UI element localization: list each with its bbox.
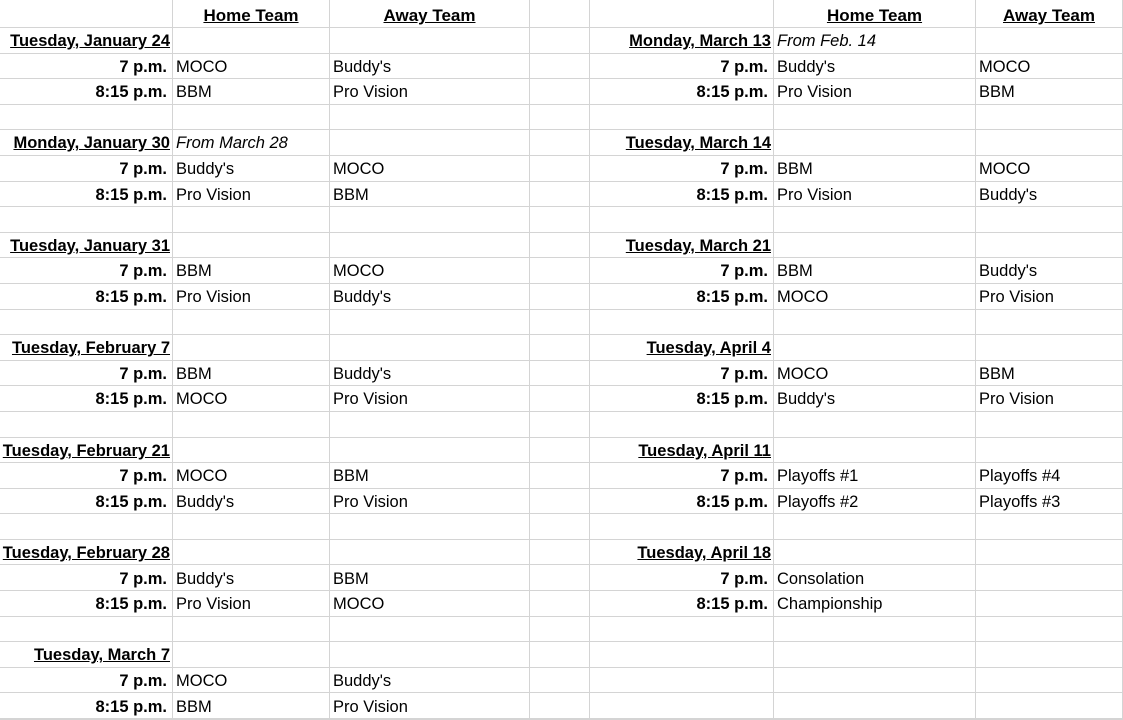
away-team-cell[interactable]: MOCO	[330, 591, 530, 617]
home-team-cell[interactable]: Playoffs #2	[774, 489, 976, 515]
cell[interactable]	[530, 105, 590, 131]
cell[interactable]	[774, 335, 976, 361]
away-team-cell[interactable]: BBM	[330, 565, 530, 591]
cell[interactable]	[590, 617, 774, 643]
match-date[interactable]: Tuesday, January 31	[0, 233, 173, 259]
game-time[interactable]: 8:15 p.m.	[590, 182, 774, 208]
match-date[interactable]: Monday, January 30	[0, 130, 173, 156]
away-team-cell[interactable]: BBM	[330, 182, 530, 208]
cell[interactable]	[530, 617, 590, 643]
match-date[interactable]: Tuesday, February 21	[0, 438, 173, 464]
game-time[interactable]: 8:15 p.m.	[0, 386, 173, 412]
cell[interactable]	[530, 489, 590, 515]
match-date[interactable]: Tuesday, April 18	[590, 540, 774, 566]
match-date[interactable]: Tuesday, April 11	[590, 438, 774, 464]
cell[interactable]	[530, 28, 590, 54]
cell[interactable]	[173, 310, 330, 336]
away-team-cell[interactable]: Playoffs #3	[976, 489, 1123, 515]
cell[interactable]	[530, 233, 590, 259]
cell[interactable]	[330, 412, 530, 438]
away-team-cell[interactable]: BBM	[330, 463, 530, 489]
cell[interactable]	[590, 642, 774, 668]
home-team-cell[interactable]: BBM	[173, 258, 330, 284]
away-team-cell[interactable]: Playoffs #4	[976, 463, 1123, 489]
cell[interactable]	[330, 617, 530, 643]
game-time[interactable]: 8:15 p.m.	[590, 79, 774, 105]
away-team-cell[interactable]: Buddy's	[330, 668, 530, 694]
cell[interactable]	[530, 335, 590, 361]
game-time[interactable]: 7 p.m.	[0, 156, 173, 182]
match-date[interactable]: Tuesday, March 21	[590, 233, 774, 259]
cell[interactable]	[976, 642, 1123, 668]
cell[interactable]	[530, 693, 590, 719]
cell[interactable]	[530, 668, 590, 694]
match-date[interactable]: Tuesday, March 14	[590, 130, 774, 156]
home-team-cell[interactable]: Pro Vision	[774, 182, 976, 208]
cell[interactable]	[330, 233, 530, 259]
home-team-cell[interactable]: Buddy's	[774, 54, 976, 80]
cell[interactable]	[774, 514, 976, 540]
match-date[interactable]: Monday, March 13	[590, 28, 774, 54]
cell[interactable]	[976, 438, 1123, 464]
cell[interactable]	[330, 130, 530, 156]
game-time[interactable]: 7 p.m.	[590, 258, 774, 284]
cell[interactable]	[530, 182, 590, 208]
cell[interactable]	[976, 591, 1123, 617]
cell[interactable]	[774, 668, 976, 694]
away-team-cell[interactable]: Buddy's	[330, 54, 530, 80]
away-team-cell[interactable]: BBM	[976, 361, 1123, 387]
cell[interactable]	[774, 233, 976, 259]
home-team-cell[interactable]: BBM	[173, 693, 330, 719]
home-team-cell[interactable]: Pro Vision	[173, 591, 330, 617]
reschedule-note[interactable]: From Feb. 14	[774, 28, 976, 54]
cell[interactable]	[530, 438, 590, 464]
home-team-cell[interactable]: Buddy's	[173, 489, 330, 515]
game-time[interactable]: 8:15 p.m.	[0, 79, 173, 105]
game-time[interactable]: 7 p.m.	[0, 668, 173, 694]
cell[interactable]	[774, 693, 976, 719]
cell[interactable]	[774, 105, 976, 131]
column-header-home-team[interactable]: Home Team	[774, 0, 976, 28]
cell[interactable]	[774, 130, 976, 156]
home-team-cell[interactable]: MOCO	[774, 284, 976, 310]
game-time[interactable]: 7 p.m.	[590, 361, 774, 387]
cell[interactable]	[976, 514, 1123, 540]
cell[interactable]	[530, 386, 590, 412]
cell[interactable]	[173, 642, 330, 668]
home-team-cell[interactable]: Consolation	[774, 565, 976, 591]
home-team-cell[interactable]: BBM	[774, 156, 976, 182]
home-team-cell[interactable]: MOCO	[173, 54, 330, 80]
home-team-cell[interactable]: Playoffs #1	[774, 463, 976, 489]
away-team-cell[interactable]: MOCO	[976, 54, 1123, 80]
cell[interactable]	[0, 0, 173, 28]
cell[interactable]	[173, 233, 330, 259]
cell[interactable]	[530, 565, 590, 591]
cell[interactable]	[774, 310, 976, 336]
game-time[interactable]: 8:15 p.m.	[0, 489, 173, 515]
home-team-cell[interactable]: Pro Vision	[173, 182, 330, 208]
cell[interactable]	[530, 0, 590, 28]
reschedule-note[interactable]: From March 28	[173, 130, 330, 156]
cell[interactable]	[774, 617, 976, 643]
home-team-cell[interactable]: MOCO	[173, 463, 330, 489]
game-time[interactable]: 8:15 p.m.	[590, 284, 774, 310]
home-team-cell[interactable]: Pro Vision	[774, 79, 976, 105]
game-time[interactable]: 8:15 p.m.	[0, 693, 173, 719]
home-team-cell[interactable]: MOCO	[173, 386, 330, 412]
cell[interactable]	[590, 105, 774, 131]
column-header-home-team[interactable]: Home Team	[173, 0, 330, 28]
cell[interactable]	[330, 514, 530, 540]
home-team-cell[interactable]: Buddy's	[173, 565, 330, 591]
cell[interactable]	[530, 310, 590, 336]
game-time[interactable]: 8:15 p.m.	[590, 386, 774, 412]
match-date[interactable]: Tuesday, January 24	[0, 28, 173, 54]
cell[interactable]	[774, 642, 976, 668]
column-header-away-team[interactable]: Away Team	[976, 0, 1123, 28]
cell[interactable]	[530, 514, 590, 540]
away-team-cell[interactable]: Pro Vision	[330, 79, 530, 105]
cell[interactable]	[530, 412, 590, 438]
home-team-cell[interactable]: Buddy's	[774, 386, 976, 412]
cell[interactable]	[530, 284, 590, 310]
game-time[interactable]: 7 p.m.	[0, 54, 173, 80]
away-team-cell[interactable]: Buddy's	[976, 182, 1123, 208]
cell[interactable]	[530, 258, 590, 284]
game-time[interactable]: 7 p.m.	[0, 361, 173, 387]
cell[interactable]	[774, 540, 976, 566]
cell[interactable]	[774, 412, 976, 438]
cell[interactable]	[173, 438, 330, 464]
away-team-cell[interactable]: MOCO	[330, 258, 530, 284]
cell[interactable]	[330, 207, 530, 233]
cell[interactable]	[330, 310, 530, 336]
home-team-cell[interactable]: Pro Vision	[173, 284, 330, 310]
cell[interactable]	[530, 591, 590, 617]
cell[interactable]	[530, 207, 590, 233]
cell[interactable]	[173, 207, 330, 233]
game-time[interactable]: 7 p.m.	[590, 565, 774, 591]
game-time[interactable]: 8:15 p.m.	[590, 489, 774, 515]
away-team-cell[interactable]: Pro Vision	[976, 386, 1123, 412]
cell[interactable]	[976, 28, 1123, 54]
game-time[interactable]: 7 p.m.	[590, 54, 774, 80]
game-time[interactable]: 7 p.m.	[0, 258, 173, 284]
cell[interactable]	[590, 310, 774, 336]
home-team-cell[interactable]: BBM	[173, 79, 330, 105]
cell[interactable]	[330, 642, 530, 668]
home-team-cell[interactable]: Championship	[774, 591, 976, 617]
cell[interactable]	[976, 617, 1123, 643]
cell[interactable]	[590, 668, 774, 694]
cell[interactable]	[0, 412, 173, 438]
game-time[interactable]: 7 p.m.	[590, 156, 774, 182]
cell[interactable]	[173, 514, 330, 540]
cell[interactable]	[173, 412, 330, 438]
match-date[interactable]: Tuesday, February 28	[0, 540, 173, 566]
cell[interactable]	[976, 335, 1123, 361]
cell[interactable]	[330, 335, 530, 361]
cell[interactable]	[976, 207, 1123, 233]
home-team-cell[interactable]: MOCO	[774, 361, 976, 387]
game-time[interactable]: 7 p.m.	[0, 463, 173, 489]
cell[interactable]	[976, 693, 1123, 719]
column-header-away-team[interactable]: Away Team	[330, 0, 530, 28]
cell[interactable]	[976, 668, 1123, 694]
match-date[interactable]: Tuesday, April 4	[590, 335, 774, 361]
game-time[interactable]: 8:15 p.m.	[0, 182, 173, 208]
away-team-cell[interactable]: Pro Vision	[330, 693, 530, 719]
match-date[interactable]: Tuesday, March 7	[0, 642, 173, 668]
away-team-cell[interactable]: Buddy's	[330, 361, 530, 387]
cell[interactable]	[976, 233, 1123, 259]
cell[interactable]	[774, 207, 976, 233]
cell[interactable]	[0, 310, 173, 336]
cell[interactable]	[173, 335, 330, 361]
away-team-cell[interactable]: Pro Vision	[330, 386, 530, 412]
cell[interactable]	[0, 617, 173, 643]
away-team-cell[interactable]: Pro Vision	[330, 489, 530, 515]
cell[interactable]	[0, 207, 173, 233]
cell[interactable]	[774, 438, 976, 464]
game-time[interactable]: 7 p.m.	[0, 565, 173, 591]
cell[interactable]	[330, 28, 530, 54]
cell[interactable]	[530, 642, 590, 668]
cell[interactable]	[0, 514, 173, 540]
cell[interactable]	[976, 412, 1123, 438]
away-team-cell[interactable]: Buddy's	[976, 258, 1123, 284]
away-team-cell[interactable]: BBM	[976, 79, 1123, 105]
cell[interactable]	[590, 412, 774, 438]
cell[interactable]	[0, 105, 173, 131]
cell[interactable]	[590, 0, 774, 28]
cell[interactable]	[330, 540, 530, 566]
cell[interactable]	[530, 540, 590, 566]
game-time[interactable]: 8:15 p.m.	[590, 591, 774, 617]
cell[interactable]	[530, 361, 590, 387]
cell[interactable]	[976, 105, 1123, 131]
cell[interactable]	[590, 693, 774, 719]
home-team-cell[interactable]: MOCO	[173, 668, 330, 694]
game-time[interactable]: 8:15 p.m.	[0, 591, 173, 617]
game-time[interactable]: 7 p.m.	[590, 463, 774, 489]
home-team-cell[interactable]: Buddy's	[173, 156, 330, 182]
cell[interactable]	[590, 207, 774, 233]
cell[interactable]	[330, 438, 530, 464]
cell[interactable]	[173, 617, 330, 643]
cell[interactable]	[330, 105, 530, 131]
cell[interactable]	[530, 130, 590, 156]
home-team-cell[interactable]: BBM	[173, 361, 330, 387]
match-date[interactable]: Tuesday, February 7	[0, 335, 173, 361]
cell[interactable]	[530, 79, 590, 105]
cell[interactable]	[530, 54, 590, 80]
away-team-cell[interactable]: MOCO	[976, 156, 1123, 182]
cell[interactable]	[976, 310, 1123, 336]
away-team-cell[interactable]: Pro Vision	[976, 284, 1123, 310]
away-team-cell[interactable]: MOCO	[330, 156, 530, 182]
cell[interactable]	[173, 28, 330, 54]
home-team-cell[interactable]: BBM	[774, 258, 976, 284]
cell[interactable]	[173, 105, 330, 131]
cell[interactable]	[173, 540, 330, 566]
cell[interactable]	[590, 514, 774, 540]
cell[interactable]	[530, 156, 590, 182]
cell[interactable]	[976, 540, 1123, 566]
cell[interactable]	[976, 565, 1123, 591]
cell[interactable]	[530, 463, 590, 489]
game-time[interactable]: 8:15 p.m.	[0, 284, 173, 310]
cell[interactable]	[976, 130, 1123, 156]
away-team-cell[interactable]: Buddy's	[330, 284, 530, 310]
